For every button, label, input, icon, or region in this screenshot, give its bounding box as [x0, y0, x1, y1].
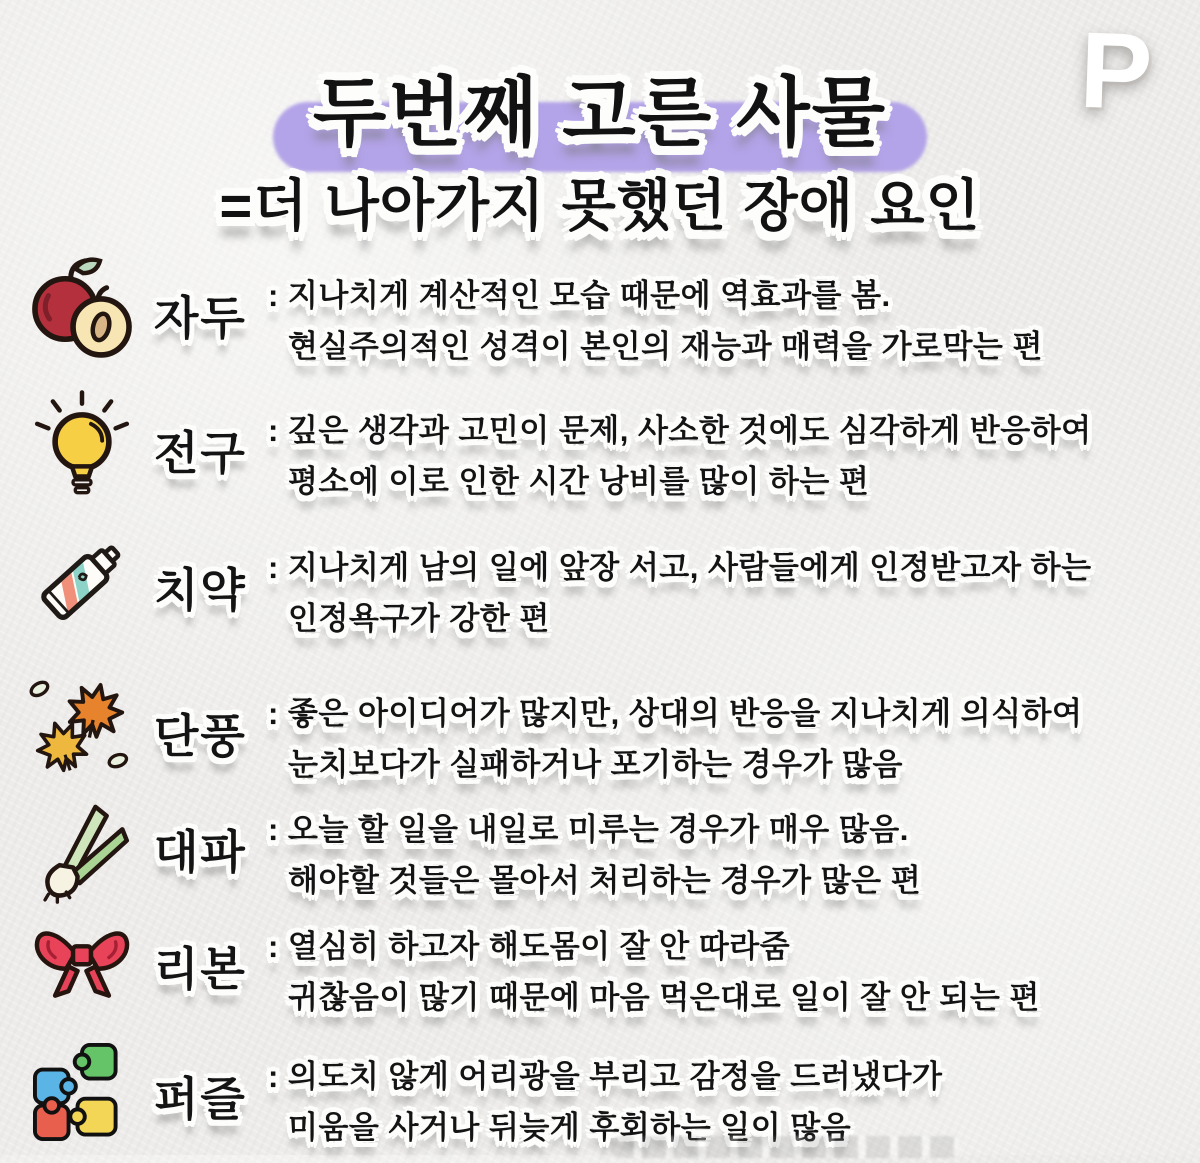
item-label: 치약 — [154, 564, 247, 616]
list-item-toothpaste — [0, 522, 1200, 652]
item-label: 전구 — [154, 427, 247, 479]
maple-leaves-icon — [26, 668, 138, 786]
brand-logo-p: P — [1077, 8, 1155, 133]
description-line-2: 미움을 사거나 뒤늦게 후회하는 일이 많음 — [288, 1110, 852, 1145]
item-description — [268, 688, 1082, 790]
item-label: 대파 — [154, 826, 247, 878]
description-line-2: 해야할 것들은 몰아서 처리하는 경우가 많은 편 — [288, 863, 922, 898]
description-line-1: : 열심히 하고자 해도몸이 잘 안 따라줌 — [268, 929, 791, 964]
green-onion-icon — [26, 786, 138, 904]
list-item-puzzle — [0, 1033, 1200, 1163]
description-line-2: 귀찮음이 많기 때문에 마음 먹은대로 일이 잘 안 되는 편 — [288, 980, 1040, 1015]
description-line-2: 평소에 이로 인한 시간 낭비를 많이 하는 편 — [288, 464, 870, 499]
puzzle-icon — [26, 1033, 138, 1151]
description-line-2: 현실주의적인 성격이 본인의 재능과 매력을 가로막는 편 — [288, 329, 1043, 364]
description-line-1: : 좋은 아이디어가 많지만, 상대의 반응을 지나치게 의식하여 — [268, 696, 1083, 731]
page-header — [0, 52, 1200, 161]
item-label: 리본 — [154, 943, 247, 995]
description-line-2: 눈치보다가 실패하거나 포기하는 경우가 많음 — [288, 747, 903, 782]
page-title: 두번째 고른 사물 — [312, 71, 888, 156]
list-item-ribbon — [0, 903, 1200, 1033]
description-line-1: : 오늘 할 일을 내일로 미루는 경우가 매우 많음. — [268, 812, 909, 847]
item-label: 자두 — [154, 292, 247, 344]
page-subtitle: =더 나아가지 못했던 장애 요인 — [219, 174, 981, 237]
ribbon-icon — [26, 903, 138, 1021]
list-item-green-onion — [0, 786, 1200, 916]
item-label: 퍼즐 — [154, 1073, 247, 1125]
lightbulb-icon — [26, 385, 138, 503]
description-line-1: : 깊은 생각과 고민이 문제, 사소한 것에도 심각하게 반응하여 — [268, 413, 1092, 448]
description-line-1: : 지나치게 계산적인 모습 때문에 역효과를 봄. — [268, 278, 891, 313]
description-line-1: : 의도치 않게 어리광을 부리고 감정을 드러냈다가 — [268, 1059, 943, 1094]
plum-icon — [26, 250, 138, 368]
description-line-1: : 지나치게 남의 일에 앞장 서고, 사람들에게 인정받고자 하는 — [268, 550, 1092, 585]
list-item-lightbulb — [0, 385, 1200, 515]
list-item-maple — [0, 668, 1200, 798]
item-description — [268, 405, 1092, 507]
item-description — [268, 542, 1092, 644]
item-description — [268, 804, 921, 906]
toothpaste-icon — [26, 522, 138, 640]
item-label: 단풍 — [154, 710, 247, 762]
list-item-plum — [0, 250, 1200, 380]
description-line-2: 인정욕구가 강한 편 — [288, 601, 550, 636]
item-description — [268, 921, 1040, 1023]
item-description — [268, 270, 1043, 372]
